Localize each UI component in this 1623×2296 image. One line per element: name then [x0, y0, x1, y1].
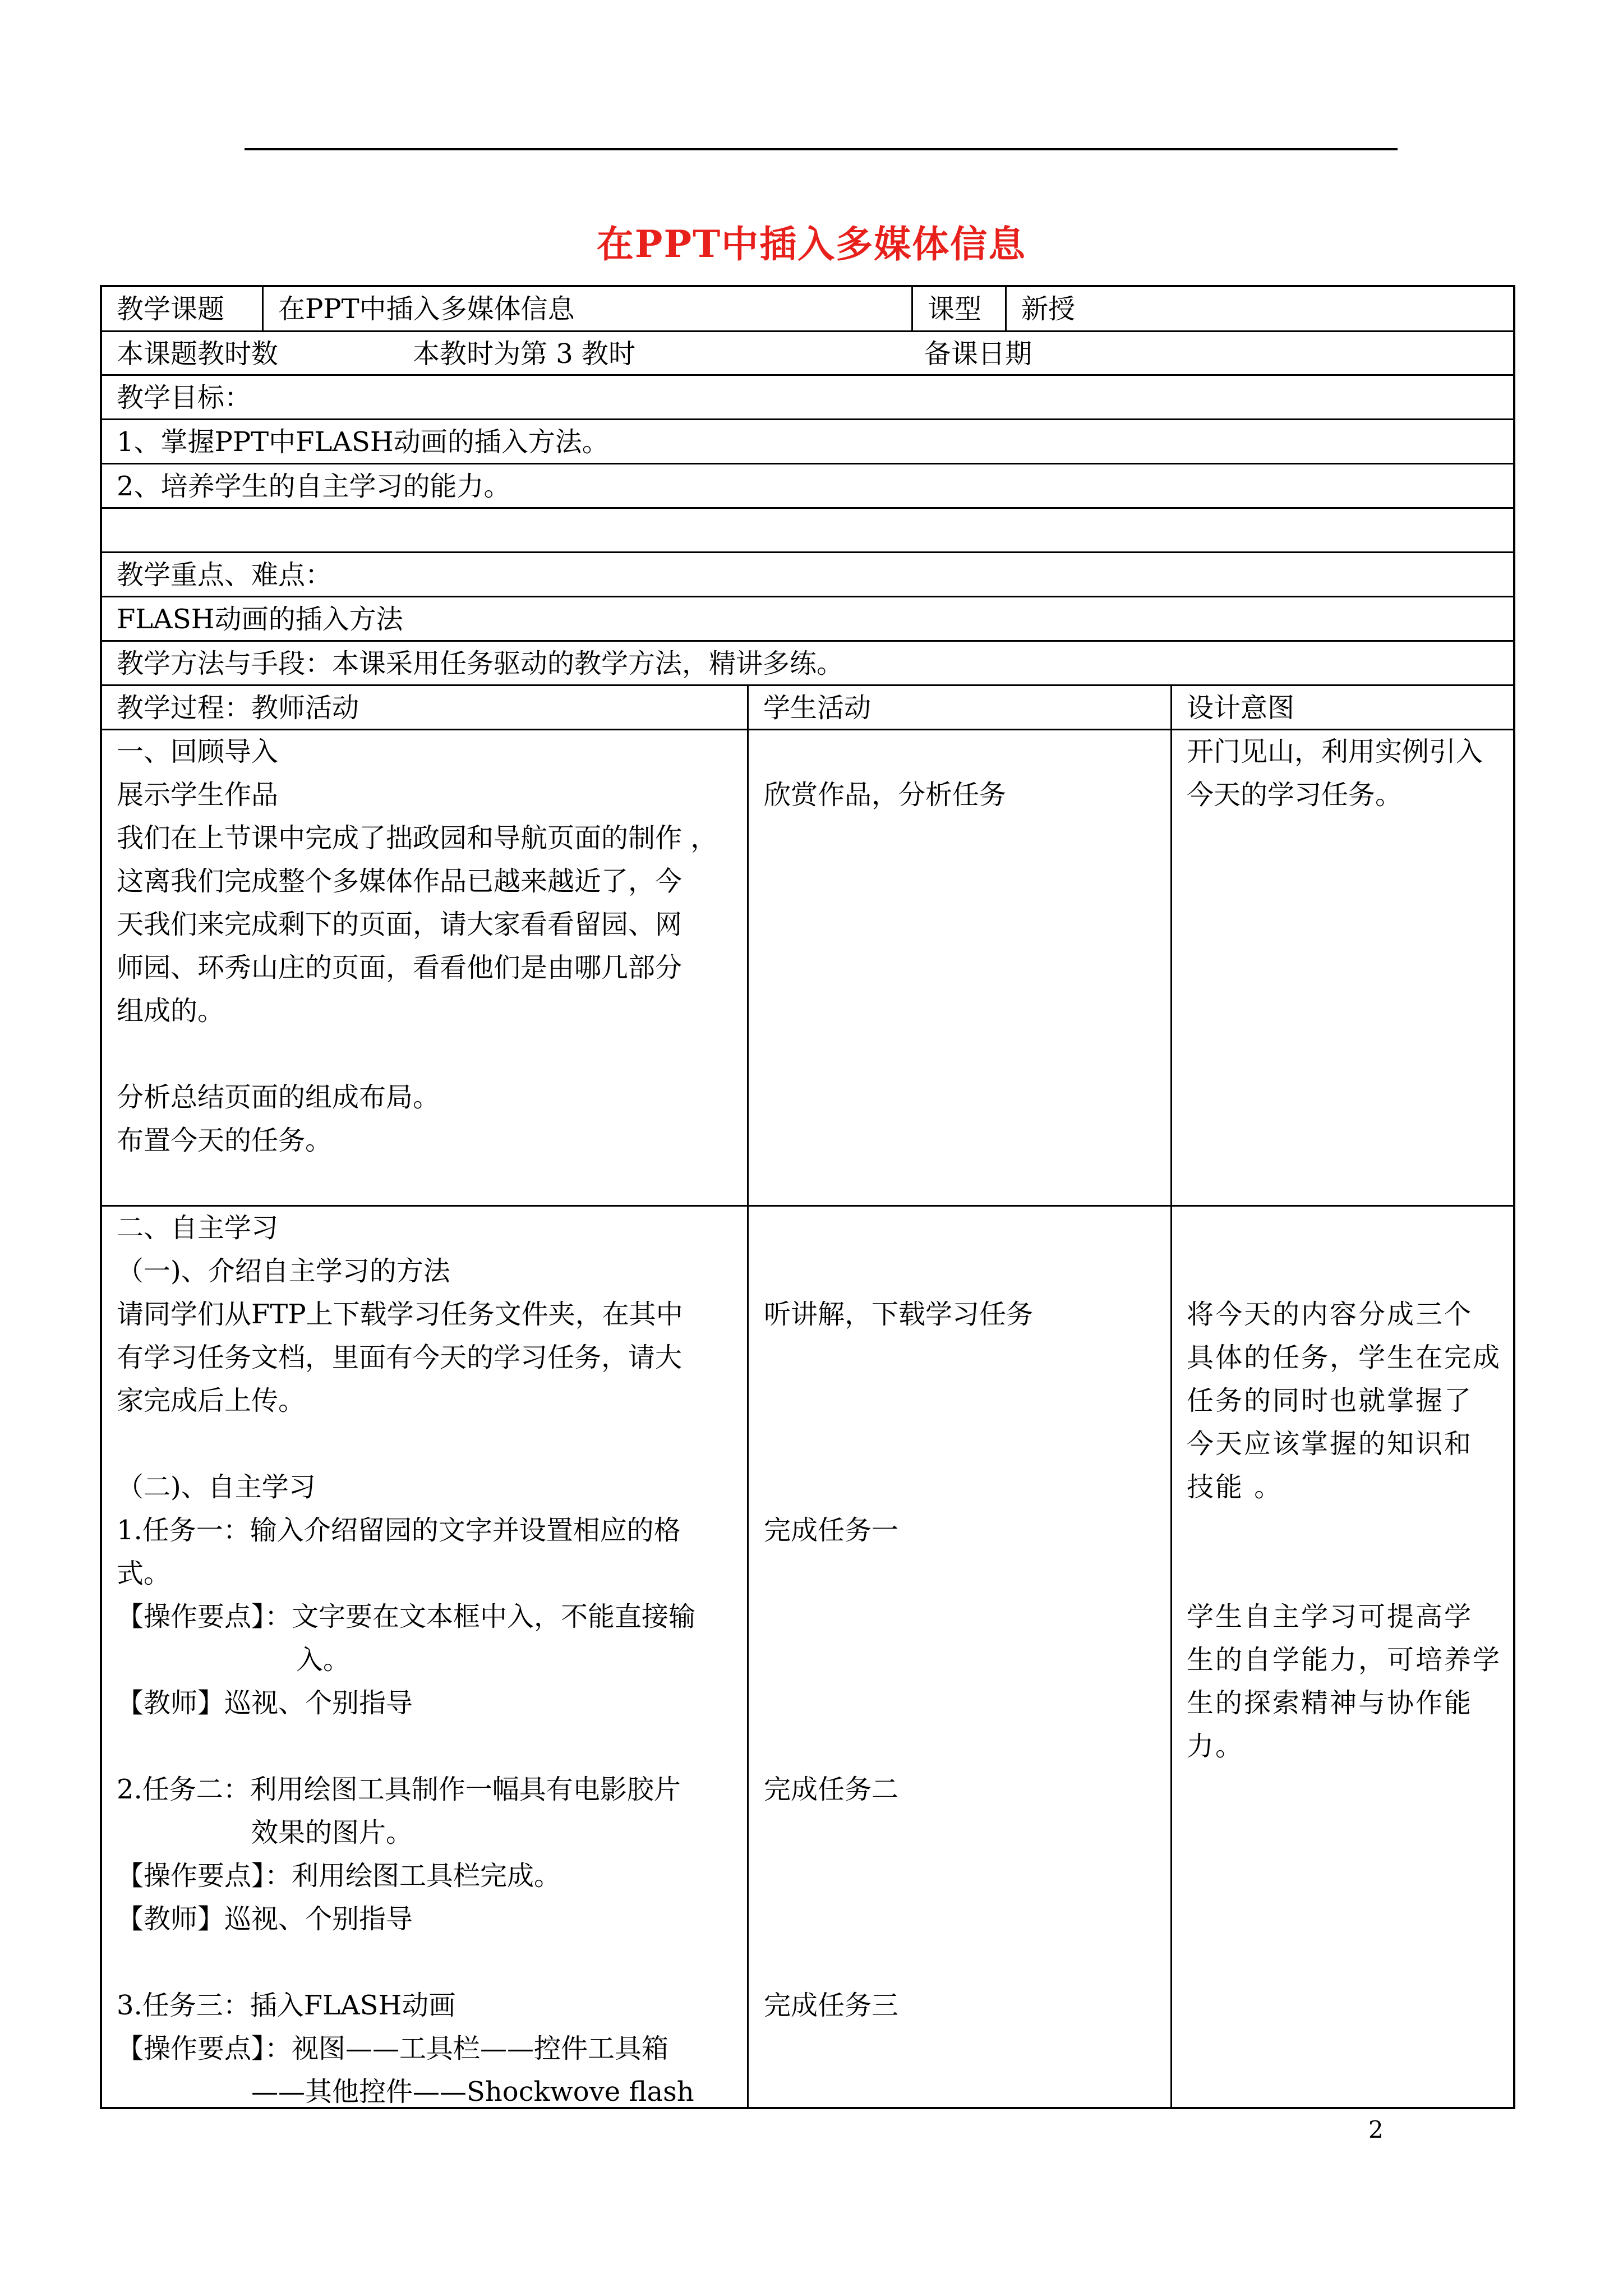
- header-student: 学生活动: [763, 692, 872, 724]
- s2-student-text: 完成任务三: [764, 1990, 899, 2021]
- section2-student-2: [764, 1509, 898, 1552]
- row-section-1: [102, 730, 1513, 1207]
- s2-task1: 1.任务一：输入介绍留园的文字并设置相应的格: [117, 1515, 681, 1546]
- s2-design-line: 学生自主学习可提高学: [1187, 1601, 1473, 1632]
- s2-task2-point: 【操作要点】：利用绘图工具栏完成。: [117, 1860, 561, 1892]
- s2-task3: 3.任务三：插入FLASH动画: [117, 1990, 456, 2021]
- type-value: 新授: [1021, 293, 1076, 325]
- s2-student-text: 听讲解，下载学习任务: [764, 1299, 1034, 1330]
- s2-sub2: （二)、自主学习: [117, 1471, 316, 1503]
- hours-current: 本教时为第 3 教时: [413, 338, 636, 370]
- row-objective-2: [102, 464, 1513, 509]
- s1-student-text: 欣赏作品，分析任务: [764, 779, 1007, 811]
- objective-2: 2、培养学生的自主学习的能力。: [117, 471, 511, 502]
- section1-teacher: [117, 730, 717, 1162]
- s2-task2: 2.任务二：利用绘图工具制作一幅具有电影胶片: [117, 1774, 681, 1805]
- key-points-label: 教学重点、难点：: [117, 559, 333, 591]
- s2-design-line: 生的探索精神与协作能: [1187, 1687, 1473, 1719]
- header-rule: [245, 148, 1398, 150]
- hours-label: 本课题教时数: [117, 338, 279, 370]
- row-empty: [102, 509, 1513, 553]
- s1-line: 展示学生作品: [117, 779, 279, 811]
- section2-student-4: [764, 1984, 898, 2027]
- row-section-2: [102, 1207, 1513, 2109]
- s2-blank: [117, 1941, 695, 1984]
- s1-line: 天我们来完成剩下的页面，请大家看看留园、网: [117, 909, 683, 940]
- section2-student-1: [764, 1293, 1033, 1336]
- row-objectives-label: [102, 376, 1513, 420]
- s1-design-line: 今天的学习任务。: [1187, 779, 1403, 811]
- row-topic: [102, 287, 1513, 332]
- s2-student-text: 完成任务一: [764, 1515, 899, 1546]
- row-key-points: [102, 597, 1513, 642]
- section1-design: [1187, 730, 1483, 817]
- section2-design-1: [1187, 1293, 1501, 1509]
- s2-design-line: 力。: [1187, 1731, 1244, 1762]
- s1-line: 组成的。: [117, 995, 225, 1027]
- header-design: 设计意图: [1187, 692, 1295, 724]
- header-teacher: 教学过程：教师活动: [117, 692, 359, 724]
- s1-design-line: 开门见山，利用实例引入: [1187, 736, 1483, 767]
- objective-1: 1、掌握PPT中FLASH动画的插入方法。: [117, 426, 609, 458]
- s2-design-line: 技能 。: [1187, 1471, 1283, 1503]
- methods: 教学方法与手段：本课采用任务驱动的教学方法，精讲多练。: [117, 648, 844, 679]
- objectives-label: 教学目标：: [117, 382, 252, 413]
- section2-student-3: [764, 1768, 898, 1811]
- s2-design-line: 具体的任务，学生在完成: [1187, 1342, 1502, 1373]
- s2-task1-teacher: 【教师】巡视、个别指导: [117, 1687, 413, 1719]
- s2-task1-point: 【操作要点】：文字要在文本框中入，不能直接输: [117, 1601, 696, 1632]
- s1-line: 这离我们完成整个多媒体作品已越来越近了，今: [117, 866, 683, 897]
- type-label: 课型: [928, 293, 982, 325]
- s2-task1-cont: 式。: [117, 1558, 171, 1589]
- s1-line: 师园、环秀山庄的页面，看看他们是由哪几部分: [117, 952, 683, 983]
- s2-heading: 二、自主学习: [117, 1212, 279, 1244]
- s2-sub1: （一)、介绍自主学习的方法: [117, 1255, 450, 1287]
- s2-student-text: 完成任务二: [764, 1774, 899, 1805]
- s2-task2-cont: 效果的图片。: [251, 1817, 413, 1848]
- s2-task3-point-cont: ——其他控件——Shockwove flash: [251, 2076, 694, 2108]
- row-key-points-label: [102, 553, 1513, 597]
- section2-teacher: [117, 1207, 695, 2114]
- s2-task1-point-cont: 入。: [296, 1644, 351, 1676]
- s2-line: 有学习任务文档，里面有今天的学习任务，请大: [117, 1342, 683, 1373]
- s2-task3-point: 【操作要点】：视图——工具栏——控件工具箱: [117, 2033, 669, 2064]
- topic-value: 在PPT中插入多媒体信息: [278, 293, 575, 325]
- s2-design-line: 今天应该掌握的知识和: [1187, 1428, 1473, 1460]
- row-hours: [102, 332, 1513, 376]
- s2-design-line: 生的自学能力，可培养学: [1187, 1644, 1502, 1676]
- s2-design-line: 任务的同时也就掌握了: [1187, 1385, 1473, 1416]
- s2-blank: [117, 1725, 695, 1768]
- s2-line: 请同学们从FTP上下载学习任务文件夹，在其中: [117, 1299, 683, 1330]
- s2-design-line: 将今天的内容分成三个: [1187, 1299, 1473, 1330]
- s2-blank: [117, 1423, 695, 1466]
- topic-label: 教学课题: [117, 293, 225, 325]
- s1-line: 布置今天的任务。: [117, 1125, 333, 1156]
- s2-line: 家完成后上传。: [117, 1385, 306, 1416]
- row-process-header: [102, 686, 1513, 730]
- s1-blank: [117, 1033, 717, 1076]
- prep-date-label: 备课日期: [924, 338, 1032, 370]
- key-points: FLASH动画的插入方法: [117, 604, 403, 635]
- page-number: 2: [1368, 2116, 1384, 2143]
- row-objective-1: [102, 420, 1513, 464]
- section1-student: [764, 774, 1006, 817]
- document-title: 在PPT中插入多媒体信息: [596, 222, 1027, 266]
- section2-design-2: [1187, 1595, 1501, 1768]
- s1-line: 分析总结页面的组成布局。: [117, 1082, 440, 1113]
- row-methods: [102, 642, 1513, 686]
- lesson-plan-table: [100, 285, 1515, 2109]
- s2-task2-teacher: 【教师】巡视、个别指导: [117, 1903, 413, 1935]
- s1-line: 我们在上节课中完成了拙政园和导航页面的制作 ，: [117, 822, 718, 854]
- s1-line: 一、回顾导入: [117, 736, 279, 767]
